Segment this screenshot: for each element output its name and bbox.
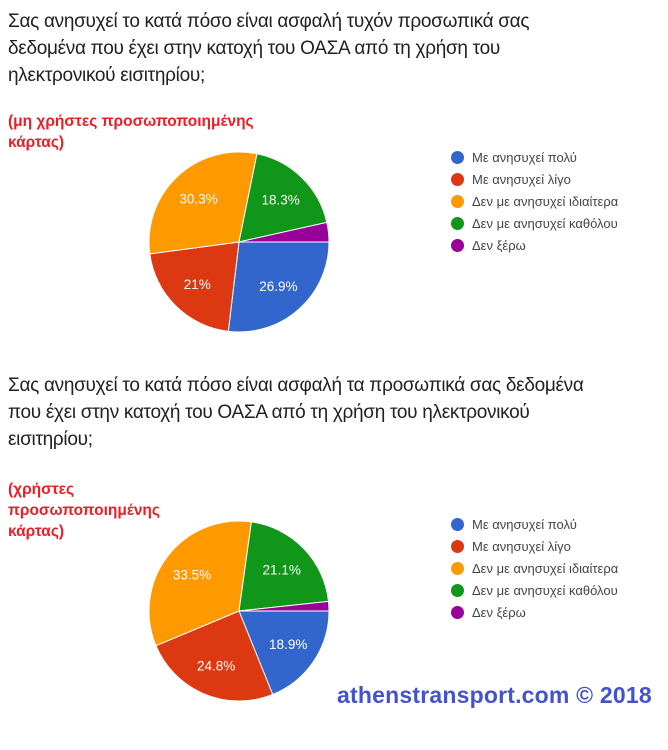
legend-2 <box>451 513 618 623</box>
legend-1 <box>451 146 618 256</box>
pie-slice-label: 21% <box>183 277 211 293</box>
question-2-line-2: που έχει στην κατοχή του ΟΑΣΑ από τη χρήση του ηλεκτρονικού <box>8 402 530 423</box>
legend-color-dot <box>451 562 464 575</box>
pie-slice-label: 18.3% <box>261 192 300 208</box>
legend-color-dot <box>451 540 464 553</box>
question-2-line-3: εισιτηρίου; <box>8 429 93 450</box>
legend-item <box>451 190 618 212</box>
pie-slice-label: 33.5% <box>172 567 212 583</box>
pie-slice-label: 26.9% <box>259 279 298 295</box>
group-label-personalised <box>8 479 160 542</box>
legend-color-dot <box>451 151 464 164</box>
legend-color-dot <box>451 584 464 597</box>
pie-slice-label: 18.9% <box>269 636 308 652</box>
legend-label: Δεν με ανησυχεί καθόλου <box>472 215 618 231</box>
legend-color-dot <box>451 217 464 230</box>
legend-label: Δεν με ανησυχεί ιδιαίτερα <box>472 193 619 209</box>
pie-slice-label: 21.1% <box>262 562 301 578</box>
legend-label: Με ανησυχεί πολύ <box>472 516 577 532</box>
question-1 <box>8 8 529 89</box>
legend-label: Δεν με ανησυχεί ιδιαίτερα <box>472 560 619 576</box>
legend-item <box>451 168 618 190</box>
pie-chart-personalised <box>147 519 331 703</box>
pie-slice-label: 24.8% <box>196 658 236 674</box>
legend-label: Δεν ξέρω <box>472 237 526 253</box>
group-label-non-personalised <box>8 111 254 153</box>
legend-label: Με ανησυχεί πολύ <box>472 149 577 165</box>
legend-item <box>451 146 618 168</box>
legend-item <box>451 212 618 234</box>
legend-label: Δεν ξέρω <box>472 604 526 620</box>
legend-item <box>451 535 618 557</box>
legend-item <box>451 234 618 256</box>
legend-color-dot <box>451 518 464 531</box>
legend-label: Με ανησυχεί λίγο <box>472 171 571 187</box>
legend-label: Με ανησυχεί λίγο <box>472 538 571 554</box>
question-1-line-1: Σας ανησυχεί το κατά πόσο είναι ασφαλή τυχόν προσωπικά σας <box>8 11 530 32</box>
legend-item <box>451 601 618 623</box>
question-1-line-2: δεδομένα που έχει στην κατοχή του ΟΑΣΑ από τη χρήση του <box>8 38 500 59</box>
legend-label: Δεν με ανησυχεί καθόλου <box>472 582 618 598</box>
legend-item <box>451 579 618 601</box>
legend-color-dot <box>451 239 464 252</box>
legend-color-dot <box>451 195 464 208</box>
legend-color-dot <box>451 606 464 619</box>
group-label-2-line-2: προσωποποιημένης <box>8 502 160 519</box>
pie-chart-non-personalised <box>147 150 331 334</box>
question-1-line-3: ηλεκτρονικού εισιτηρίου; <box>8 65 205 86</box>
group-label-1-line-1: (μη χρήστες προσωποποιημένης <box>8 113 254 130</box>
group-label-1-line-2: κάρτας) <box>8 134 65 151</box>
legend-item <box>451 557 618 579</box>
pie-slice-label: 30.3% <box>179 191 218 207</box>
legend-item <box>451 513 618 535</box>
site-credit: athenstransport.com © 2018 <box>337 682 652 708</box>
legend-color-dot <box>451 173 464 186</box>
group-label-2-line-3: κάρτας) <box>8 523 65 540</box>
question-2 <box>8 372 584 453</box>
group-label-2-line-1: (χρήστες <box>8 481 75 498</box>
question-2-line-1: Σας ανησυχεί το κατά πόσο είναι ασφαλή τα προσωπικά σας δεδομένα <box>8 375 584 396</box>
